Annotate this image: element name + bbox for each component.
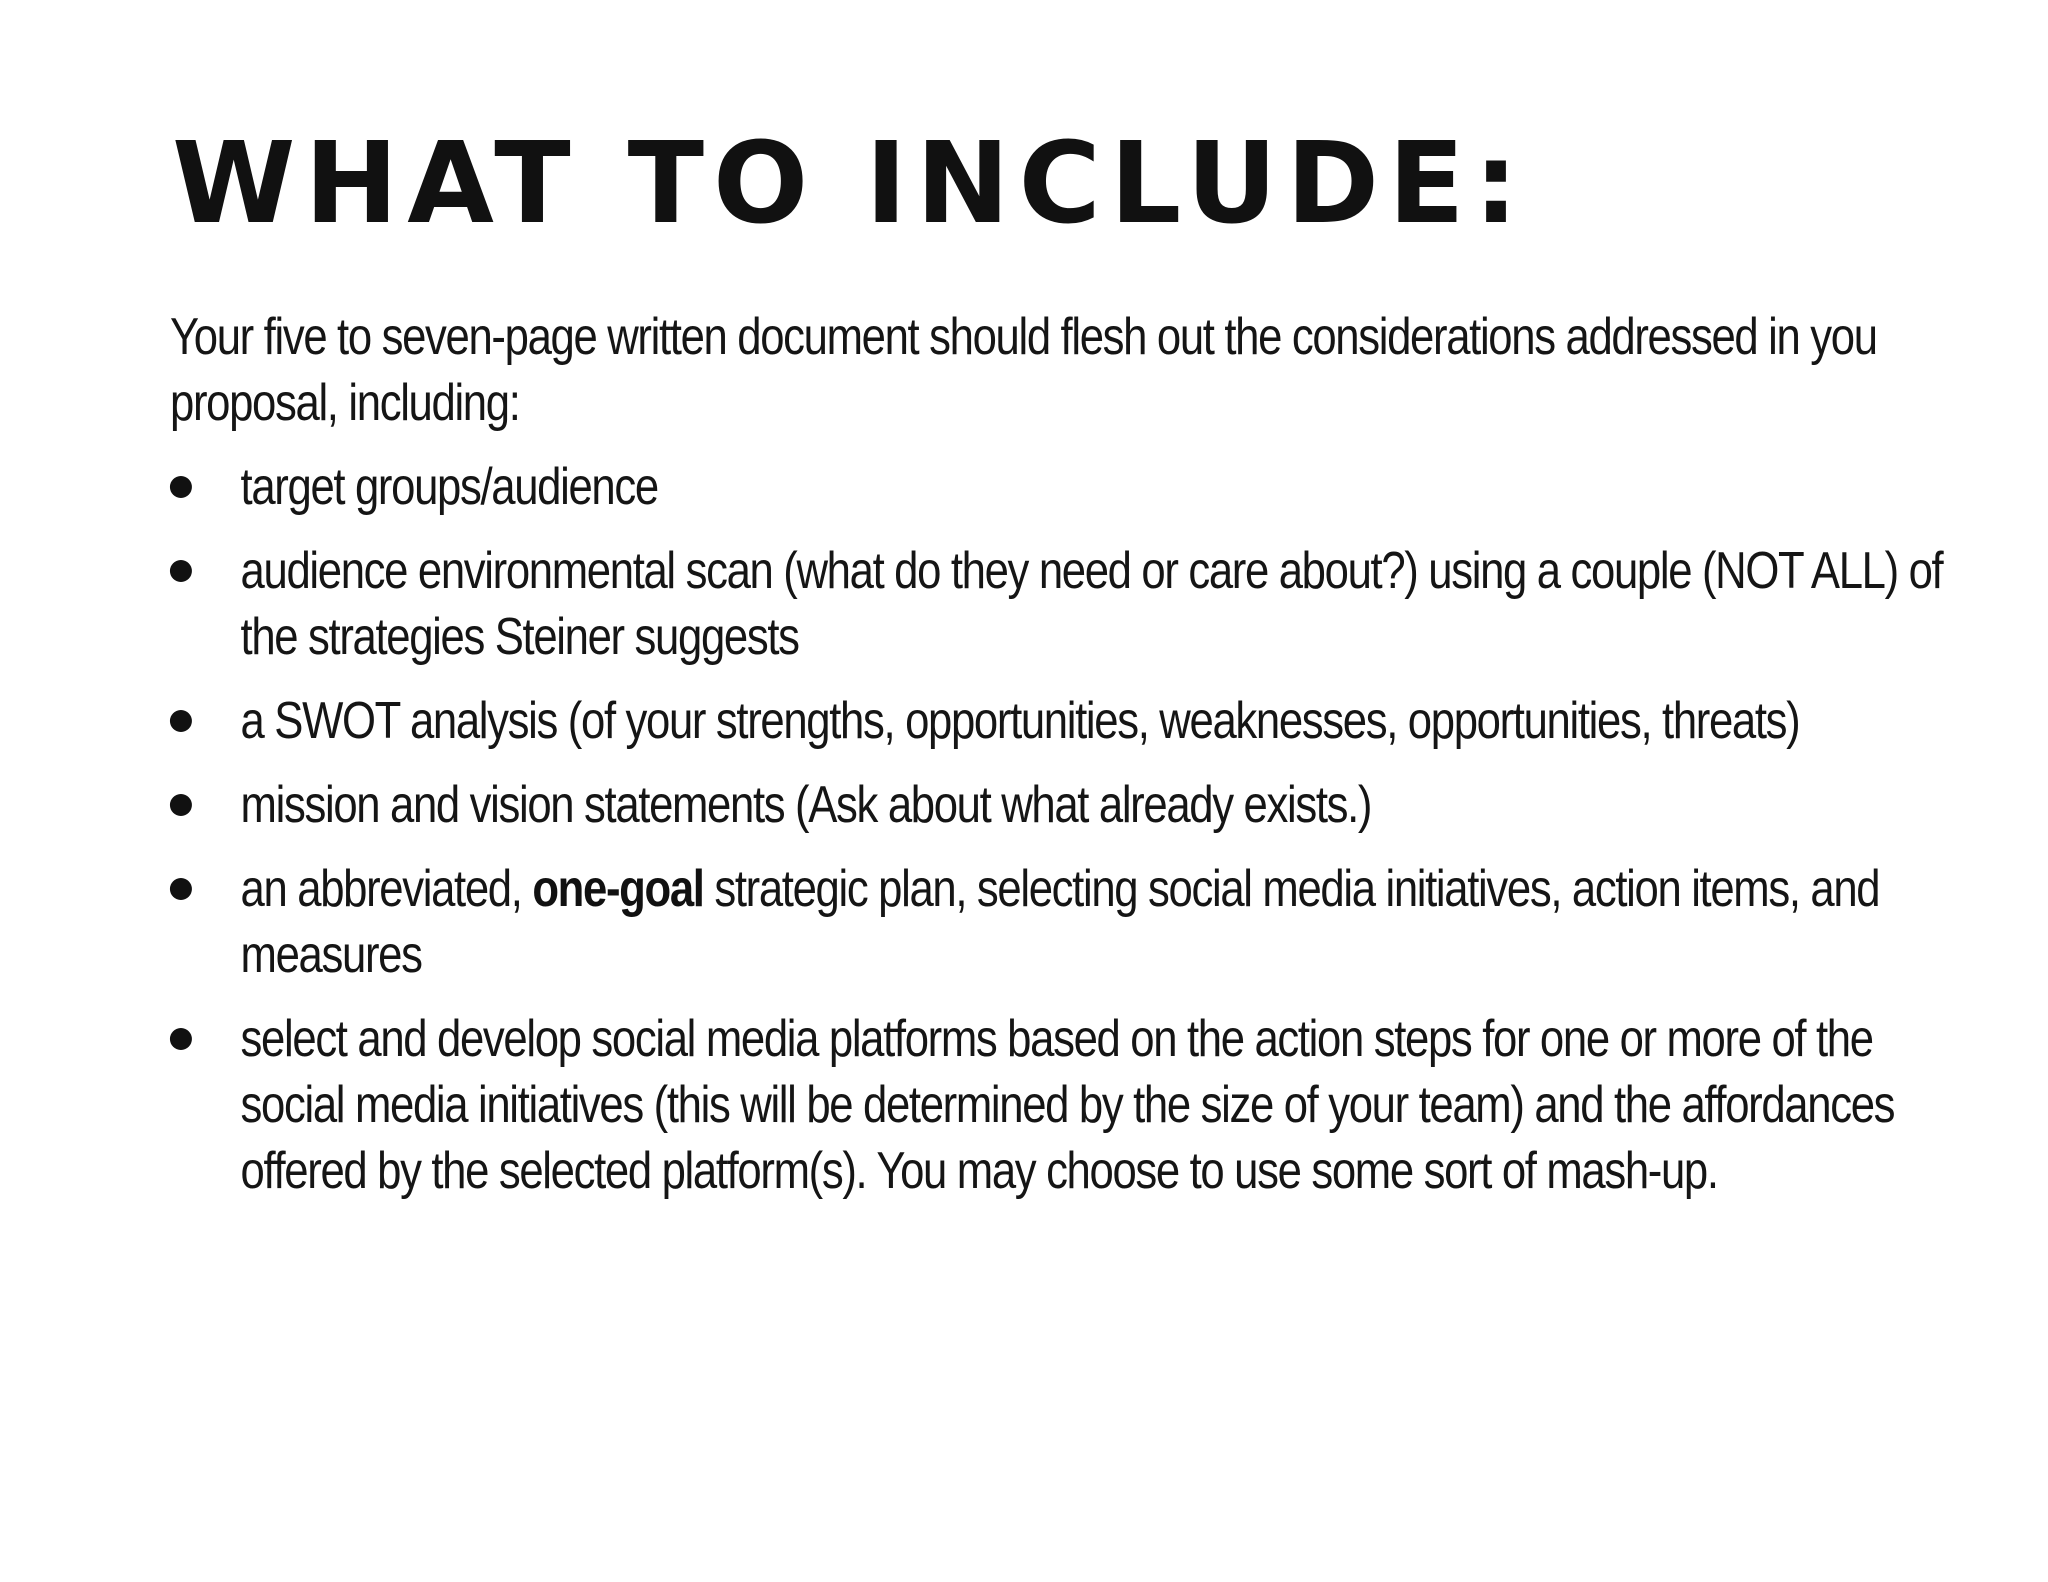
bullet-icon bbox=[170, 476, 192, 498]
list-item-mission-vision bbox=[170, 772, 1968, 838]
list-item-text: target groups/audience bbox=[240, 458, 658, 516]
list-item-social-platforms bbox=[170, 1006, 1968, 1204]
bullet-icon bbox=[170, 878, 192, 900]
document-body bbox=[170, 304, 1943, 1222]
bullet-icon bbox=[170, 794, 192, 816]
bullet-icon bbox=[170, 1028, 192, 1050]
requirements-list bbox=[170, 454, 1968, 1204]
page-title: WHAT TO INCLUDE: bbox=[172, 119, 1528, 249]
list-item-text: audience environmental scan (what do they need or care about?) using a couple (NOT ALL) of the strategies Steiner suggests bbox=[240, 542, 1943, 666]
list-item-target-groups bbox=[170, 454, 1968, 520]
list-item-text: mission and vision statements (Ask about what already exists.) bbox=[240, 776, 1372, 834]
list-item-swot-analysis bbox=[170, 688, 1968, 754]
list-item-text-before: an abbreviated, bbox=[240, 860, 533, 918]
intro-paragraph: Your five to seven-page written document should flesh out the considerations addressed in you proposal, including: bbox=[170, 308, 1877, 432]
list-item-text: a SWOT analysis (of your strengths, opportunities, weaknesses, opportunities, threats) bbox=[240, 692, 1800, 750]
list-item-emphasis: one-goal bbox=[532, 860, 704, 918]
list-item-text: select and develop social media platforms based on the action steps for one or more of the social media initiatives (this will be determined by the size of your team) and the affordances offered by the selected platform(s). You may choose to use some sort of mash-up. bbox=[240, 1010, 1895, 1200]
list-item-environmental-scan bbox=[170, 538, 1968, 670]
bullet-icon bbox=[170, 560, 192, 582]
bullet-icon bbox=[170, 710, 192, 732]
list-item-text-after: strategic plan, selecting social media initiatives, action items, and measures bbox=[240, 860, 1880, 984]
list-item-strategic-plan bbox=[170, 856, 1968, 988]
